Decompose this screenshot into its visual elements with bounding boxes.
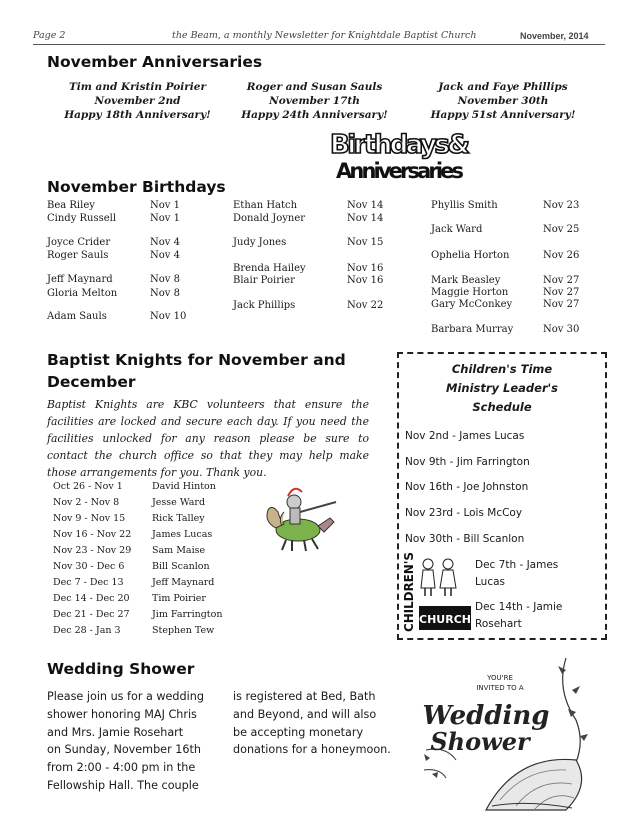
childrens-time-item: Nov 30th - Bill Scanlon [405, 533, 525, 545]
wedding-invitation-art [416, 650, 606, 815]
birthday-name: Adam Sauls [47, 311, 107, 322]
wedding-shower-text-col-1 [47, 688, 229, 795]
logo-line-2: Anniversaries [336, 159, 464, 183]
childrens-time-item [475, 557, 558, 591]
text-line: and Mrs. Jamie Rosehart [47, 725, 184, 739]
schedule-volunteer: Jim Farrington [152, 609, 223, 620]
anniversary-couple-2 [222, 80, 407, 122]
knights-heading [47, 349, 377, 393]
anniversary-date: November 17th [269, 95, 360, 107]
schedule-dates: Oct 26 - Nov 1 [53, 481, 123, 492]
schedule-row [53, 607, 243, 623]
logo-childrens-text: CHILDREN'S [402, 552, 416, 632]
birthday-date: Nov 26 [543, 250, 580, 261]
childrens-time-item: Nov 2nd - James Lucas [405, 430, 525, 442]
birthday-date: Nov 15 [347, 237, 384, 248]
birthday-name: Barbara Murray [431, 324, 514, 335]
logo-church-text: CHURCH [419, 613, 471, 626]
anniversary-note: Happy 18th Anniversary! [64, 109, 211, 121]
birthday-date: Nov 4 [150, 237, 180, 248]
anniversary-couple-3 [408, 80, 598, 122]
invite-text-line-1: YOU'RE [487, 674, 513, 682]
birthday-date: Nov 30 [543, 324, 580, 335]
text-line: and Beyond, and will also [233, 707, 377, 721]
knights-heading-line-2: December [47, 373, 136, 391]
birthday-name: Jeff Maynard [47, 274, 113, 285]
birthday-name: Phyllis Smith [431, 200, 498, 211]
birthday-name: Jack Phillips [233, 300, 296, 311]
birthday-date: Nov 8 [150, 288, 180, 299]
text-line: shower honoring MAJ Chris [47, 707, 197, 721]
invite-wedding-word: Wedding [422, 701, 550, 731]
schedule-volunteer: Stephen Tew [152, 625, 215, 636]
birthday-name: Mark Beasley [431, 275, 501, 286]
knights-description: Baptist Knights are KBC volunteers that ensure the facilities are locked and secure each day. If you need the facilities unlocked for any reason please be sure to contact the church office so that they may help make those arrangements for you. Thank you. [47, 398, 369, 479]
birthday-date: Nov 10 [150, 311, 187, 322]
schedule-dates: Dec 7 - Dec 13 [53, 577, 124, 588]
text-line: from 2:00 - 4:00 pm in the [47, 761, 196, 775]
childrens-time-title-line-3: Schedule [472, 400, 532, 414]
childrens-time-box [397, 352, 607, 640]
invite-shower-word: Shower [430, 727, 530, 756]
knights-heading-line-1: Baptist Knights for November and [47, 351, 346, 369]
schedule-dates: Nov 9 - Nov 15 [53, 513, 126, 524]
text-line: donations for a honeymoon. [233, 743, 391, 757]
schedule-row [53, 543, 243, 559]
birthday-date: Nov 4 [150, 250, 180, 261]
birthday-date: Nov 27 [543, 287, 580, 298]
birthday-name: Roger Sauls [47, 250, 109, 261]
birthday-date: Nov 27 [543, 275, 580, 286]
newsletter-title: the Beam, a monthly Newsletter for Knightdale Baptist Church [172, 30, 477, 41]
schedule-row [53, 527, 243, 543]
childrens-time-item-line-2: Rosehart [475, 618, 522, 630]
issue-date: November, 2014 [520, 31, 589, 41]
anniversary-couple-1 [40, 80, 235, 122]
birthday-name: Donald Joyner [233, 213, 306, 224]
text-line: Fellowship Hall. The couple [47, 778, 199, 792]
birthday-date: Nov 22 [347, 300, 384, 311]
invite-text-line-2: INVITED TO A [476, 684, 524, 692]
schedule-dates: Nov 16 - Nov 22 [53, 529, 132, 540]
anniversary-date: November 30th [457, 95, 549, 107]
text-line: be accepting monetary [233, 725, 364, 739]
birthday-name: Ethan Hatch [233, 200, 298, 211]
schedule-row [53, 575, 243, 591]
text-line: on Sunday, November 16th [47, 743, 201, 757]
childrens-time-item [475, 599, 562, 633]
schedule-volunteer: Sam Maise [152, 545, 206, 556]
childrens-church-logo [401, 550, 473, 634]
header-divider [33, 44, 605, 45]
text-line: Please join us for a wedding [47, 690, 204, 703]
birthday-date: Nov 16 [347, 275, 384, 286]
couple-names: Roger and Susan Sauls [246, 81, 383, 93]
schedule-row [53, 591, 243, 607]
schedule-dates: Nov 2 - Nov 8 [53, 497, 120, 508]
couple-names: Tim and Kristin Poirier [68, 81, 207, 93]
birthday-column-1 [47, 200, 207, 330]
couple-names: Jack and Faye Phillips [438, 81, 568, 93]
birthdays-heading: November Birthdays [47, 178, 226, 196]
schedule-row [53, 559, 243, 575]
birthday-name: Judy Jones [233, 237, 287, 248]
birthday-date: Nov 25 [543, 224, 580, 235]
wedding-shower-text-col-2 [233, 688, 413, 759]
schedule-volunteer: Bill Scanlon [152, 561, 210, 572]
birthday-name: Jack Ward [431, 224, 483, 235]
schedule-volunteer: David Hinton [152, 481, 216, 492]
schedule-volunteer: Tim Poirier [152, 593, 206, 604]
childrens-time-item: Nov 16th - Joe Johnston [405, 481, 529, 493]
birthday-date: Nov 8 [150, 274, 180, 285]
birthday-name: Gary McConkey [431, 299, 513, 310]
birthday-column-3 [431, 200, 601, 340]
birthday-name: Maggie Horton [431, 287, 509, 298]
page-number: Page 2 [33, 30, 66, 41]
schedule-volunteer: Rick Talley [152, 513, 205, 524]
birthday-date: Nov 27 [543, 299, 580, 310]
schedule-row [53, 511, 243, 527]
birthdays-anniversaries-logo [326, 126, 476, 188]
birthday-name: Brenda Hailey [233, 263, 306, 274]
schedule-volunteer: Jeff Maynard [152, 577, 215, 588]
knight-illustration [258, 482, 340, 554]
childrens-time-title-line-1: Children's Time [451, 362, 553, 376]
birthday-date: Nov 14 [347, 200, 384, 211]
schedule-row [53, 623, 243, 639]
schedule-volunteer: James Lucas [152, 529, 213, 540]
birthday-name: Bea Riley [47, 200, 95, 211]
schedule-row [53, 479, 243, 495]
schedule-dates: Dec 28 - Jan 3 [53, 625, 121, 636]
schedule-dates: Nov 23 - Nov 29 [53, 545, 132, 556]
birthday-name: Blair Poirier [233, 275, 295, 286]
logo-line-1: Birthdays& [330, 130, 470, 160]
schedule-dates: Dec 21 - Dec 27 [53, 609, 130, 620]
childrens-time-title-line-2: Ministry Leader's [446, 381, 558, 395]
anniversary-date: November 2nd [94, 95, 181, 107]
childrens-time-item-line-1: Dec 14th - Jamie [475, 601, 563, 613]
text-line: is registered at Bed, Bath [233, 690, 376, 703]
childrens-time-item: Nov 23rd - Lois McCoy [405, 507, 523, 519]
birthday-name: Joyce Crider [47, 237, 111, 248]
schedule-dates: Dec 14 - Dec 20 [53, 593, 130, 604]
childrens-time-item-line-1: Dec 7th - James [475, 559, 559, 571]
knights-schedule [53, 479, 243, 639]
birthday-column-2 [233, 200, 393, 330]
birthday-name: Gloria Melton [47, 288, 118, 299]
anniversary-note: Happy 24th Anniversary! [241, 109, 388, 121]
birthday-date: Nov 1 [150, 213, 180, 224]
birthday-date: Nov 23 [543, 200, 580, 211]
birthday-date: Nov 14 [347, 213, 384, 224]
schedule-volunteer: Jesse Ward [152, 497, 206, 508]
birthday-name: Ophelia Horton [431, 250, 510, 261]
birthday-name: Cindy Russell [47, 213, 117, 224]
childrens-time-item: Nov 9th - Jim Farrington [405, 456, 530, 468]
anniversary-note: Happy 51st Anniversary! [430, 109, 576, 121]
wedding-shower-heading: Wedding Shower [47, 660, 195, 678]
anniversaries-heading: November Anniversaries [47, 53, 263, 71]
schedule-row [53, 495, 243, 511]
schedule-dates: Nov 30 - Dec 6 [53, 561, 125, 572]
birthday-date: Nov 1 [150, 200, 180, 211]
childrens-time-item-line-2: Lucas [475, 576, 505, 588]
birthday-date: Nov 16 [347, 263, 384, 274]
